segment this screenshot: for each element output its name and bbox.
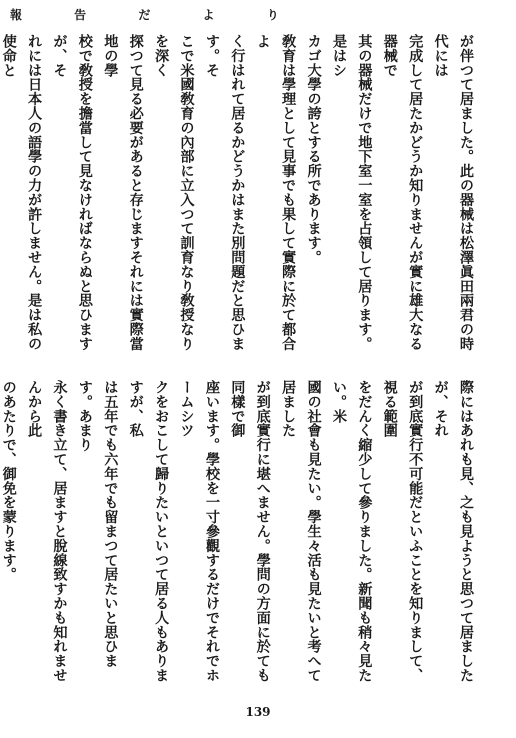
upper-text-block	[0, 34, 478, 364]
lower-text-block	[0, 380, 478, 696]
text-line: 永く書き立て、居ますと脫線致すかも知れませんから此	[26, 380, 68, 683]
text-line: をだんく縮少して參りました。新聞も稍々見たい。米	[330, 380, 373, 683]
text-line: く行はれて居るかどうかはまた別問題だと思ひます。そ	[203, 34, 246, 351]
text-line: が到底實行不可能だといふことを知りまして、視る範圍	[381, 380, 424, 683]
text-line: 探つて見る必要があると存じますそれには實際當地の學	[102, 34, 144, 351]
text-line: のあたりで、御免を蒙ります。	[0, 380, 17, 582]
text-line: こで米國敎育の內部に立入つて訓育なり敎授なりを深く	[153, 34, 195, 351]
text-line: が到底實行に堪へません。學問の方面に於ても同樣で御	[229, 380, 271, 683]
text-line: 完成して居たかどうか知りませんが實に雄大なる器械で	[381, 34, 424, 351]
text-line: 座います。學校を一寸參觀するだけでそれでホームシツ	[178, 380, 220, 683]
text-line: カゴ大學の誇とする所であります。	[305, 34, 322, 265]
page-number: 139	[245, 705, 271, 719]
text-line: クをおこして歸りたいといつて居る人もありますが、私	[127, 380, 170, 683]
text-line: 際にはあれも見、之も見ようと思つて居ましたが、それ	[432, 380, 474, 683]
text-line: 其の器械だけで地下室一室を占領して居ります。是はシ	[330, 34, 373, 351]
text-line: は五年でも六年でも留まつて居たいと思ひます。あまり	[76, 380, 119, 668]
text-line: が伴つて居ました。此の器械は松澤眞田兩君の時代には	[432, 34, 474, 351]
running-header: 報 告 だ よ り	[10, 8, 303, 22]
text-line: 校で敎授を擔當して見なければならぬと思ひますが、そ	[51, 34, 93, 351]
text-line: 敎育は學理として見事でも果して實際に於て都合よ	[254, 34, 297, 351]
text-line: れには日本人の語學の力が許しません。是は私の使命と	[0, 34, 43, 351]
text-line: 國の社會も見たい。學生々活も見たいと考へて居ました	[280, 380, 322, 683]
